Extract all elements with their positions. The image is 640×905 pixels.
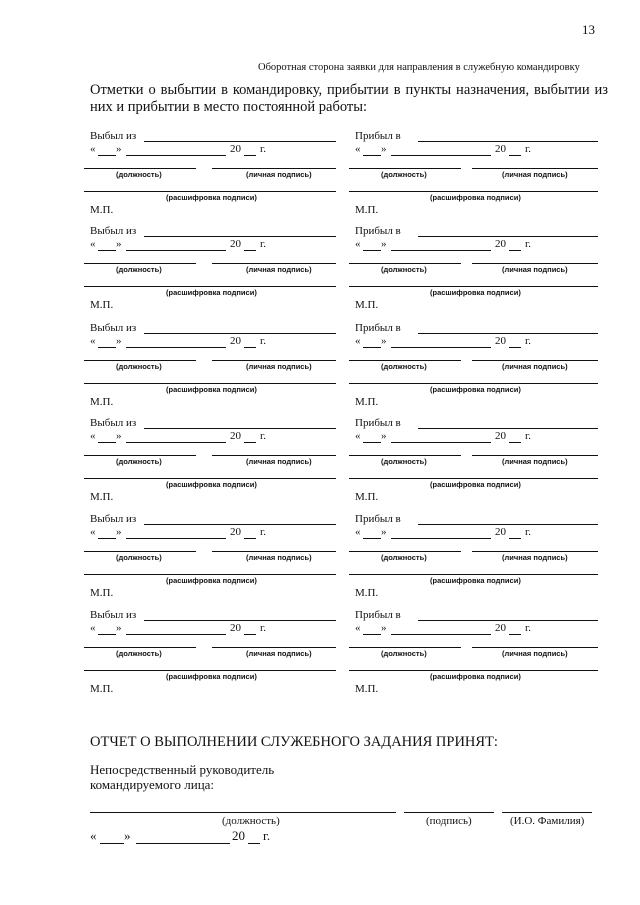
departed-from-label-3: Выбыл из <box>90 322 137 334</box>
departed-stamp-6: М.П. <box>90 683 114 695</box>
departed-signature-field-6[interactable] <box>212 647 336 648</box>
arrived-signature-field-1[interactable] <box>472 168 598 169</box>
departed-month-field-1[interactable] <box>126 155 226 156</box>
arrived-stamp-6: М.П. <box>355 683 379 695</box>
departed-position-field-1[interactable] <box>84 168 196 169</box>
arrived-year-suffix-4: г. <box>525 430 532 442</box>
departed-year-field-3[interactable] <box>244 347 256 348</box>
departed-date-close-quote-6: » <box>116 622 122 634</box>
departed-position-caption-3: (должность) <box>116 362 162 371</box>
arrived-at-label-1: Прибыл в <box>355 130 401 142</box>
arrived-position-field-6[interactable] <box>349 647 461 648</box>
arrived-decode-field-1[interactable] <box>349 191 598 192</box>
departed-decode-field-5[interactable] <box>84 574 336 575</box>
report-name-caption: (И.О. Фамилия) <box>510 815 585 827</box>
arrived-decode-caption-2: (расшифровка подписи) <box>430 288 521 297</box>
arrived-signature-field-5[interactable] <box>472 551 598 552</box>
arrived-year-field-2[interactable] <box>509 250 521 251</box>
arrived-year-field-6[interactable] <box>509 634 521 635</box>
arrived-stamp-4: М.П. <box>355 491 379 503</box>
arrived-decode-caption-5: (расшифровка подписи) <box>430 576 521 585</box>
departed-month-field-4[interactable] <box>126 442 226 443</box>
departed-from-field-4[interactable] <box>144 428 336 429</box>
arrived-day-field-5[interactable] <box>363 538 381 539</box>
report-title: ОТЧЕТ О ВЫПОЛНЕНИИ СЛУЖЕБНОГО ЗАДАНИЯ ПРИНЯТ: <box>90 734 498 750</box>
report-month-field[interactable] <box>136 843 230 844</box>
arrived-at-label-6: Прибыл в <box>355 609 401 621</box>
departed-signature-caption-1: (личная подпись) <box>246 170 312 179</box>
supervisor-line-1: Непосредственный руководитель <box>90 762 275 777</box>
departed-month-field-2[interactable] <box>126 250 226 251</box>
arrived-date-open-quote-1: « <box>355 143 361 155</box>
departed-day-field-5[interactable] <box>98 538 116 539</box>
arrived-year-prefix-6: 20 <box>495 622 506 634</box>
arrived-decode-field-6[interactable] <box>349 670 598 671</box>
arrived-decode-caption-4: (расшифровка подписи) <box>430 480 521 489</box>
departed-signature-caption-2: (личная подпись) <box>246 265 312 274</box>
departed-from-field-1[interactable] <box>144 141 336 142</box>
departed-date-open-quote-6: « <box>90 622 96 634</box>
departed-signature-caption-6: (личная подпись) <box>246 649 312 658</box>
departed-signature-field-1[interactable] <box>212 168 336 169</box>
arrived-position-field-3[interactable] <box>349 360 461 361</box>
departed-date-open-quote-2: « <box>90 238 96 250</box>
arrived-at-label-5: Прибыл в <box>355 513 401 525</box>
arrived-year-prefix-1: 20 <box>495 143 506 155</box>
arrived-signature-caption-2: (личная подпись) <box>502 265 568 274</box>
arrived-decode-caption-1: (расшифровка подписи) <box>430 193 521 202</box>
report-year-suffix: г. <box>263 828 271 843</box>
arrived-year-field-1[interactable] <box>509 155 521 156</box>
departed-date-open-quote-5: « <box>90 526 96 538</box>
intro-text: Отметки о выбытии в командировку, прибытии в пункты назначения, выбытии из них и прибытии в место постоянной работы: <box>90 82 608 115</box>
arrived-signature-field-6[interactable] <box>472 647 598 648</box>
arrived-at-field-6[interactable] <box>418 620 598 621</box>
departed-position-caption-6: (должность) <box>116 649 162 658</box>
departed-year-suffix-6: г. <box>260 622 267 634</box>
departed-signature-field-5[interactable] <box>212 551 336 552</box>
departed-month-field-3[interactable] <box>126 347 226 348</box>
departed-year-field-6[interactable] <box>244 634 256 635</box>
departed-stamp-3: М.П. <box>90 396 114 408</box>
arrived-date-close-quote-6: » <box>381 622 387 634</box>
departed-signature-field-3[interactable] <box>212 360 336 361</box>
arrived-year-field-5[interactable] <box>509 538 521 539</box>
arrived-at-field-4[interactable] <box>418 428 598 429</box>
departed-year-suffix-2: г. <box>260 238 267 250</box>
departed-date-close-quote-2: » <box>116 238 122 250</box>
arrived-year-suffix-3: г. <box>525 335 532 347</box>
departed-day-field-2[interactable] <box>98 250 116 251</box>
departed-date-open-quote-1: « <box>90 143 96 155</box>
arrived-date-close-quote-5: » <box>381 526 387 538</box>
arrived-month-field-1[interactable] <box>391 155 491 156</box>
departed-signature-field-2[interactable] <box>212 263 336 264</box>
arrived-date-close-quote-4: » <box>381 430 387 442</box>
arrived-position-caption-2: (должность) <box>381 265 427 274</box>
arrived-date-open-quote-3: « <box>355 335 361 347</box>
arrived-decode-field-2[interactable] <box>349 286 598 287</box>
arrived-position-caption-6: (должность) <box>381 649 427 658</box>
arrived-month-field-5[interactable] <box>391 538 491 539</box>
departed-year-field-4[interactable] <box>244 442 256 443</box>
arrived-signature-caption-5: (личная подпись) <box>502 553 568 562</box>
departed-year-prefix-2: 20 <box>230 238 241 250</box>
departed-signature-caption-3: (личная подпись) <box>246 362 312 371</box>
arrived-signature-caption-1: (личная подпись) <box>502 170 568 179</box>
departed-from-label-4: Выбыл из <box>90 417 137 429</box>
arrived-month-field-3[interactable] <box>391 347 491 348</box>
departed-year-prefix-3: 20 <box>230 335 241 347</box>
departed-position-caption-5: (должность) <box>116 553 162 562</box>
departed-stamp-5: М.П. <box>90 587 114 599</box>
departed-date-close-quote-3: » <box>116 335 122 347</box>
arrived-position-field-5[interactable] <box>349 551 461 552</box>
arrived-position-field-1[interactable] <box>349 168 461 169</box>
arrived-stamp-1: М.П. <box>355 204 379 216</box>
report-name-field[interactable] <box>502 812 592 813</box>
departed-signature-field-4[interactable] <box>212 455 336 456</box>
departed-month-field-6[interactable] <box>126 634 226 635</box>
departed-day-field-3[interactable] <box>98 347 116 348</box>
departed-from-label-2: Выбыл из <box>90 225 137 237</box>
arrived-stamp-2: М.П. <box>355 299 379 311</box>
arrived-year-prefix-2: 20 <box>495 238 506 250</box>
departed-year-suffix-3: г. <box>260 335 267 347</box>
supervisor-line-2: командируемого лица: <box>90 777 215 792</box>
arrived-date-close-quote-3: » <box>381 335 387 347</box>
report-signature-field[interactable] <box>404 812 494 813</box>
arrived-decode-field-4[interactable] <box>349 478 598 479</box>
departed-date-open-quote-3: « <box>90 335 96 347</box>
arrived-decode-caption-3: (расшифровка подписи) <box>430 385 521 394</box>
departed-stamp-4: М.П. <box>90 491 114 503</box>
departed-year-prefix-5: 20 <box>230 526 241 538</box>
departed-decode-caption-6: (расшифровка подписи) <box>166 672 257 681</box>
arrived-date-open-quote-2: « <box>355 238 361 250</box>
departed-signature-caption-4: (личная подпись) <box>246 457 312 466</box>
arrived-stamp-5: М.П. <box>355 587 379 599</box>
arrived-signature-field-4[interactable] <box>472 455 598 456</box>
arrived-year-prefix-3: 20 <box>495 335 506 347</box>
departed-from-label-6: Выбыл из <box>90 609 137 621</box>
arrived-month-field-6[interactable] <box>391 634 491 635</box>
arrived-at-label-2: Прибыл в <box>355 225 401 237</box>
departed-from-field-6[interactable] <box>144 620 336 621</box>
departed-from-field-3[interactable] <box>144 333 336 334</box>
departed-year-suffix-4: г. <box>260 430 267 442</box>
form-subtitle: Оборотная сторона заявки для направления в служебную командировку <box>258 62 580 73</box>
departed-year-suffix-5: г. <box>260 526 267 538</box>
arrived-signature-field-3[interactable] <box>472 360 598 361</box>
arrived-date-open-quote-5: « <box>355 526 361 538</box>
arrived-position-field-2[interactable] <box>349 263 461 264</box>
departed-decode-caption-5: (расшифровка подписи) <box>166 576 257 585</box>
arrived-position-caption-1: (должность) <box>381 170 427 179</box>
arrived-at-field-1[interactable] <box>418 141 598 142</box>
departed-position-caption-1: (должность) <box>116 170 162 179</box>
departed-date-close-quote-1: » <box>116 143 122 155</box>
arrived-day-field-1[interactable] <box>363 155 381 156</box>
departed-from-label-1: Выбыл из <box>90 130 137 142</box>
departed-position-field-4[interactable] <box>84 455 196 456</box>
arrived-at-field-3[interactable] <box>418 333 598 334</box>
departed-year-field-2[interactable] <box>244 250 256 251</box>
arrived-year-field-4[interactable] <box>509 442 521 443</box>
arrived-position-field-4[interactable] <box>349 455 461 456</box>
departed-year-field-1[interactable] <box>244 155 256 156</box>
departed-month-field-5[interactable] <box>126 538 226 539</box>
departed-position-field-2[interactable] <box>84 263 196 264</box>
arrived-at-label-3: Прибыл в <box>355 322 401 334</box>
report-signature-caption: (подпись) <box>426 815 472 827</box>
departed-position-field-5[interactable] <box>84 551 196 552</box>
departed-from-label-5: Выбыл из <box>90 513 137 525</box>
arrived-day-field-4[interactable] <box>363 442 381 443</box>
departed-year-suffix-1: г. <box>260 143 267 155</box>
departed-position-field-6[interactable] <box>84 647 196 648</box>
report-date-open-quote: « <box>90 828 97 843</box>
departed-decode-caption-4: (расшифровка подписи) <box>166 480 257 489</box>
arrived-year-prefix-4: 20 <box>495 430 506 442</box>
departed-year-prefix-4: 20 <box>230 430 241 442</box>
departed-stamp-1: М.П. <box>90 204 114 216</box>
departed-decode-field-4[interactable] <box>84 478 336 479</box>
arrived-position-caption-5: (должность) <box>381 553 427 562</box>
arrived-position-caption-3: (должность) <box>381 362 427 371</box>
arrived-year-suffix-1: г. <box>525 143 532 155</box>
report-year-field[interactable] <box>248 843 260 844</box>
arrived-year-field-3[interactable] <box>509 347 521 348</box>
arrived-signature-caption-6: (личная подпись) <box>502 649 568 658</box>
departed-day-field-1[interactable] <box>98 155 116 156</box>
arrived-stamp-3: М.П. <box>355 396 379 408</box>
arrived-at-field-2[interactable] <box>418 236 598 237</box>
departed-day-field-6[interactable] <box>98 634 116 635</box>
departed-decode-field-2[interactable] <box>84 286 336 287</box>
departed-date-open-quote-4: « <box>90 430 96 442</box>
arrived-year-suffix-6: г. <box>525 622 532 634</box>
arrived-signature-field-2[interactable] <box>472 263 598 264</box>
departed-decode-field-6[interactable] <box>84 670 336 671</box>
page-number: 13 <box>582 22 595 37</box>
arrived-month-field-2[interactable] <box>391 250 491 251</box>
arrived-at-label-4: Прибыл в <box>355 417 401 429</box>
departed-decode-field-3[interactable] <box>84 383 336 384</box>
arrived-day-field-3[interactable] <box>363 347 381 348</box>
arrived-date-close-quote-2: » <box>381 238 387 250</box>
departed-signature-caption-5: (личная подпись) <box>246 553 312 562</box>
departed-position-caption-4: (должность) <box>116 457 162 466</box>
arrived-decode-field-3[interactable] <box>349 383 598 384</box>
report-day-field[interactable] <box>100 843 124 844</box>
departed-decode-field-1[interactable] <box>84 191 336 192</box>
arrived-date-open-quote-6: « <box>355 622 361 634</box>
departed-date-close-quote-5: » <box>116 526 122 538</box>
report-position-field[interactable] <box>90 812 396 813</box>
departed-year-prefix-1: 20 <box>230 143 241 155</box>
arrived-year-suffix-2: г. <box>525 238 532 250</box>
departed-decode-caption-2: (расшифровка подписи) <box>166 288 257 297</box>
departed-stamp-2: М.П. <box>90 299 114 311</box>
arrived-at-field-5[interactable] <box>418 524 598 525</box>
departed-year-prefix-6: 20 <box>230 622 241 634</box>
arrived-signature-caption-4: (личная подпись) <box>502 457 568 466</box>
report-date-close-quote: » <box>124 828 131 843</box>
departed-decode-caption-3: (расшифровка подписи) <box>166 385 257 394</box>
arrived-day-field-2[interactable] <box>363 250 381 251</box>
arrived-position-caption-4: (должность) <box>381 457 427 466</box>
departed-year-field-5[interactable] <box>244 538 256 539</box>
departed-decode-caption-1: (расшифровка подписи) <box>166 193 257 202</box>
arrived-day-field-6[interactable] <box>363 634 381 635</box>
report-year-prefix: 20 <box>232 828 245 843</box>
arrived-decode-caption-6: (расшифровка подписи) <box>430 672 521 681</box>
arrived-month-field-4[interactable] <box>391 442 491 443</box>
arrived-date-close-quote-1: » <box>381 143 387 155</box>
arrived-date-open-quote-4: « <box>355 430 361 442</box>
supervisor-label <box>90 762 274 792</box>
arrived-signature-caption-3: (личная подпись) <box>502 362 568 371</box>
departed-day-field-4[interactable] <box>98 442 116 443</box>
report-position-caption: (должность) <box>222 815 280 827</box>
arrived-year-suffix-5: г. <box>525 526 532 538</box>
departed-position-field-3[interactable] <box>84 360 196 361</box>
arrived-decode-field-5[interactable] <box>349 574 598 575</box>
departed-from-field-5[interactable] <box>144 524 336 525</box>
departed-from-field-2[interactable] <box>144 236 336 237</box>
departed-date-close-quote-4: » <box>116 430 122 442</box>
arrived-year-prefix-5: 20 <box>495 526 506 538</box>
departed-position-caption-2: (должность) <box>116 265 162 274</box>
